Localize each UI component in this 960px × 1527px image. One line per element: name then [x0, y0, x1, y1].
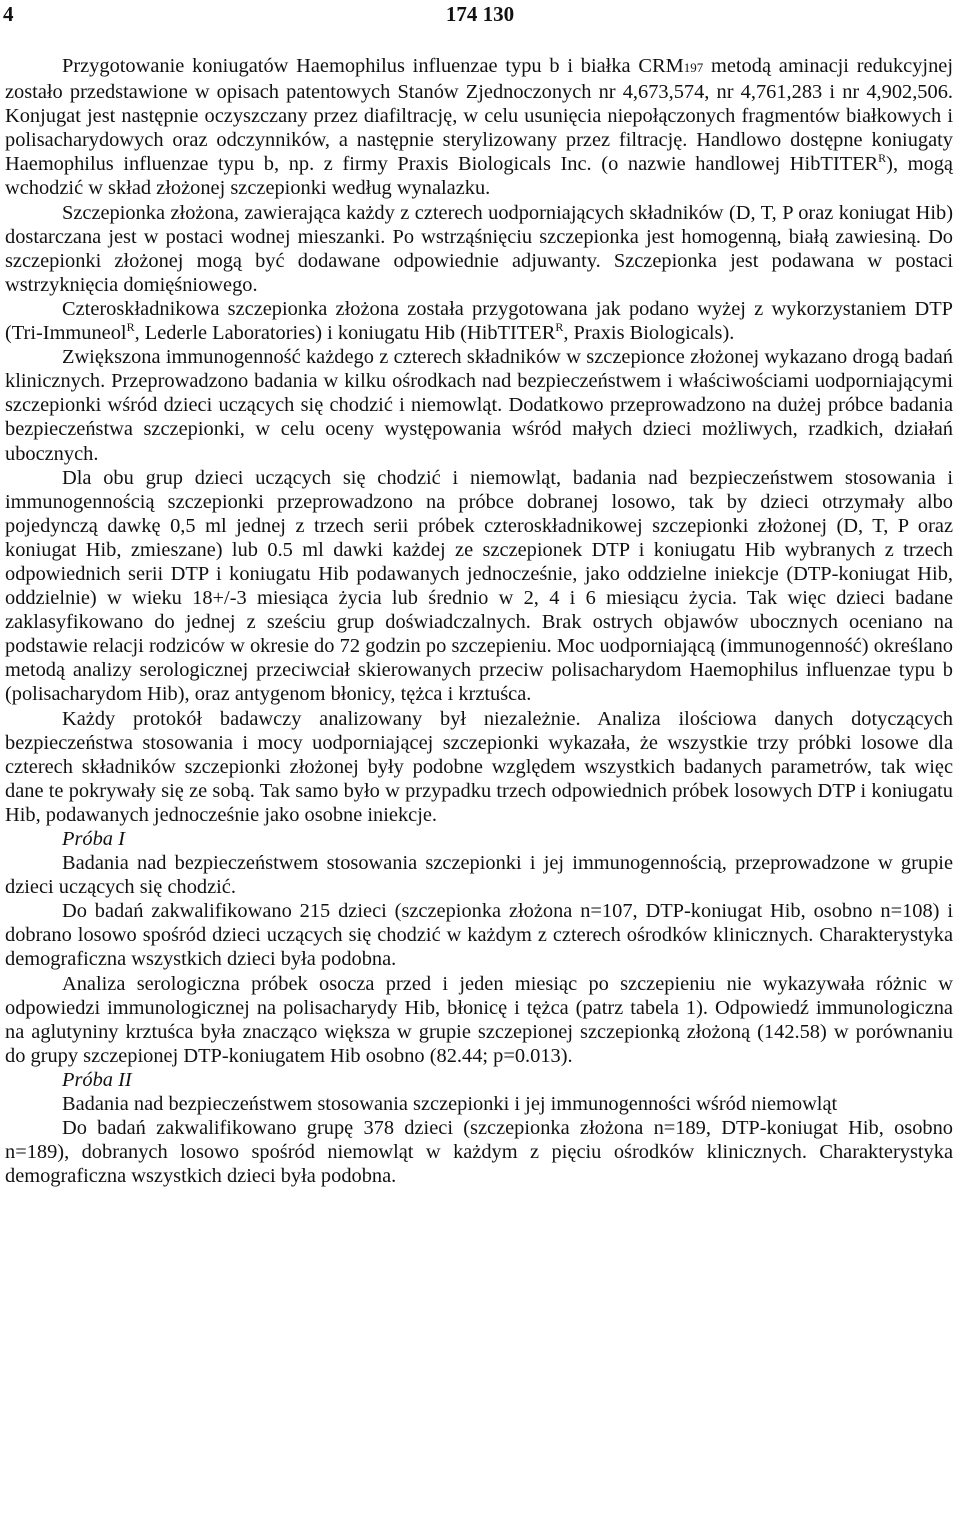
paragraph-protocol-analysis: Każdy protokół badawczy analizowany był niezależnie. Analiza ilościowa danych dotyczących bezpieczeństwa stosowania i mocy uodporniającej szczepionki wykazała, że wszystkie trzy próbki losowe dla czterech składników szczepionki złożonej były podobne względem wszystkich badanych parametrów, tak więc dane te pokrywały się ze sobą. Tak samo było w przypadku trzech odpowiednich próbek losowych DTP i koniugatu Hib, podawanych jednocześnie jako osobne iniekcje.	[5, 707, 953, 826]
paragraph-study-design: Dla obu grup dzieci uczących się chodzić i niemowląt, badania nad bezpieczeństwem stosowania i immunogennością szczepionki przeprowadzono na próbce dobranej losowo, tak by dzieci otrzymały albo pojedynczą dawkę 0,5 ml jednej z trzech serii próbek czteroskładnikowej szczepionki złożonej (D, T, P oraz koniugat Hib, zmieszane) lub 0.5 ml dawki każdej ze szczepionek DTP i koniugatu Hib wybranych z trzech odpowiednich serii DTP i koniugatu Hib podawanych jednocześnie, jako oddzielne iniekcje (DTP-koniugat Hib, oddzielnie) w wieku 18+/-3 miesiąca życia lub średnio w 2, 4 i 6 miesiącu życia. Tak więc dzieci badane zaklasyfikowano do jednej z sześciu grup doświadczalnych. Brak ostrych objawów ubocznych oceniano na podstawie relacji rodziców w okresie do 72 godzin po szczepieniu. Moc uodporniającą (immunogenność) określano metodą analizy serologicznej przeciwciał skierowanych przeciw polisacharydom Haemophilus influenzae typu b (polisacharydom Hib), oraz antygenom błonicy, tężca i krztuśca.	[5, 466, 953, 706]
paragraph-trial-2-enrollment: Do badań zakwalifikowano grupę 378 dzieci (szczepionka złożona n=189, DTP-koniugat Hib, osobno n=189), dobranych losowo spośród niemowląt w każdym z pięciu ośrodków klinicznych. Charakterystyka demograficzna wszystkich dzieci była podobna.	[5, 1117, 953, 1188]
paragraph-trial-2-intro: Badania nad bezpieczeństwem stosowania szczepionki i jej immunogenności wśród niemowląt	[62, 1093, 838, 1116]
page-header	[0, 2, 960, 28]
section-heading-trial-2: Próba II	[62, 1068, 132, 1091]
paragraph-vaccine-composition: Szczepionka złożona, zawierająca każdy z czterech uodporniających składników (D, T, P oraz koniugat Hib) dostarczana jest w postaci wodnej mieszanki. Po wstrząśnięciu szczepionka jest homogenną, białą zawiesiną. Do szczepionki złożonej mogą być dodawane odpowiednie adjuwanty. Szczepionka jest podawana w postaci wstrzyknięcia domięśniowego.	[5, 201, 953, 296]
page-number: 4	[3, 2, 14, 26]
section-heading-trial-1: Próba I	[62, 828, 125, 850]
document-body	[5, 54, 953, 1188]
paragraph-trial-1-intro: Badania nad bezpieczeństwem stosowania szczepionki i jej immunogennością, przeprowadzone w grupie dzieci uczących się chodzić.	[5, 852, 953, 899]
paragraph-trial-1-serology: Analiza serologiczna próbek osocza przed i jeden miesiąc po szczepieniu nie wykazywała różnic w odpowiedzi immunologicznej na polisacharydy Hib, błonicę i tężca (patrz tabela 1). Odpowiedź immunologiczna na aglutyniny krztuśca była znacząco większa w grupie szczepionej szczepionką złożoną (142.58) w porównaniu do grupy szczepionej DTP-koniugatem Hib osobno (82.44; p=0.013).	[5, 972, 953, 1067]
paragraph-trial-1-enrollment: Do badań zakwalifikowano 215 dzieci (szczepionka złożona n=107, DTP-koniugat Hib, osobno n=108) i dobrano losowo spośród dzieci uczących się chodzić w każdym z czterech ośrodków klinicznych. Charakterystyka demograficzna wszystkich dzieci była podobna.	[5, 900, 953, 971]
paragraph-hib-conjugate: Przygotowanie koniugatów Haemophilus influenzae typu b i białka CRM197 metodą aminacji redukcyjnej zostało przedstawione w opisach patentowych Stanów Zjednoczonych nr 4,673,574, nr 4,761,283 i nr 4,902,506. Konjugat jest następnie oczyszczany przez diafiltrację, w celu usunięcia niepołączonych fragmentów białkowych i polisacharydowych oraz odczynników, a następnie sterylizowany przez filtrację. Handlowo dostępne koniugaty Haemophilus influenzae typu b, np. z firmy Praxis Biologicals Inc. (o nazwie handlowej HibTITER$^R$), mogą wchodzić w skład złożonej szczepionki według wynalazku.	[5, 55, 953, 200]
paragraph-immunogenicity: Zwiększona immunogenność każdego z czterech składników w szczepionce złożonej wykazano drogą badań klinicznych. Przeprowadzono badania w kilku ośrodkach nad bezpieczeństwem i właściwościami uodporniającymi szczepionki wśród dzieci uczących się chodzić i niemowląt. Dodatkowo przeprowadzono na dużej próbce badania bezpieczeństwa szczepionki, w celu oceny występowania wśród małych dzieci możliwych, rzadkich, działań ubocznych.	[5, 346, 953, 465]
paragraph-four-component: Czteroskładnikowa szczepionka złożona została przygotowana jak podano wyżej z wykorzystaniem DTP (Tri-Immuneol$^R$, Lederle Laboratories) i koniugatu Hib (HibTITER$^R$, Praxis Biologicals).	[5, 297, 953, 345]
document-number: 174 130	[445, 2, 515, 26]
